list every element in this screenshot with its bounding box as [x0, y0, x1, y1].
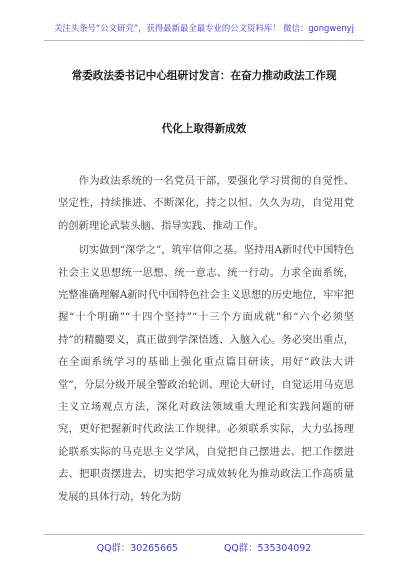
header-divider [44, 40, 364, 41]
footer-qq-group-2: QQ群：535304092 [224, 543, 312, 554]
footer-divider [44, 534, 364, 535]
footer [0, 540, 408, 554]
footer-qq-group-1: QQ群：30265665 [96, 543, 179, 554]
header-banner: 关注头条号“公文研究”，获得最新最全最专业的公文资料库！ 微信：gongwenyj [54, 23, 354, 33]
document-body [58, 170, 354, 508]
document-title-line-2: 代化上取得新成效 [161, 123, 247, 135]
body-paragraph-1: 作为政法系统的一名党员干部，要强化学习贯彻的自觉性、坚定性，持续推进、不断深化，持之以恒、久久为功，自觉用党的创新理论武装头脑、指导实践、推动工作。 [58, 175, 354, 232]
document-title-line-1: 常委政法委书记中心组研讨发言：在奋力推动政法工作现 [71, 70, 337, 82]
body-paragraph-2: 切实做到“深学之”，筑牢信仰之基。坚持用A新时代中国特色社会主义思想统一思想、统一意志、统一行动。力求全面系统，完整准确理解A新时代中国特色社会主义思想的历史地位，牢牢把握“十个明确”“十四个坚持”“十三个方面成就”和“六个必须坚持”的精髓要义，真正做到学深悟透、入脑入心。务必突出重点，在全面系统学习的基础上强化重点篇目研读，用好“政法大讲堂”，分层分级开展全警政治轮训、理论大研讨，自觉运用马克思主义立场观点方法，深化对政法领域重大理论和实践问题的研究，更好把握新时代政法工作规律。必须联系实际，大力弘扬理论联系实际的马克思主义学风，自觉把自己摆进去、把工作摆进去、把职责摆进去，切实把学习成效转化为推动政法工作高质量发展的具体行动，转化为防 [58, 244, 354, 503]
